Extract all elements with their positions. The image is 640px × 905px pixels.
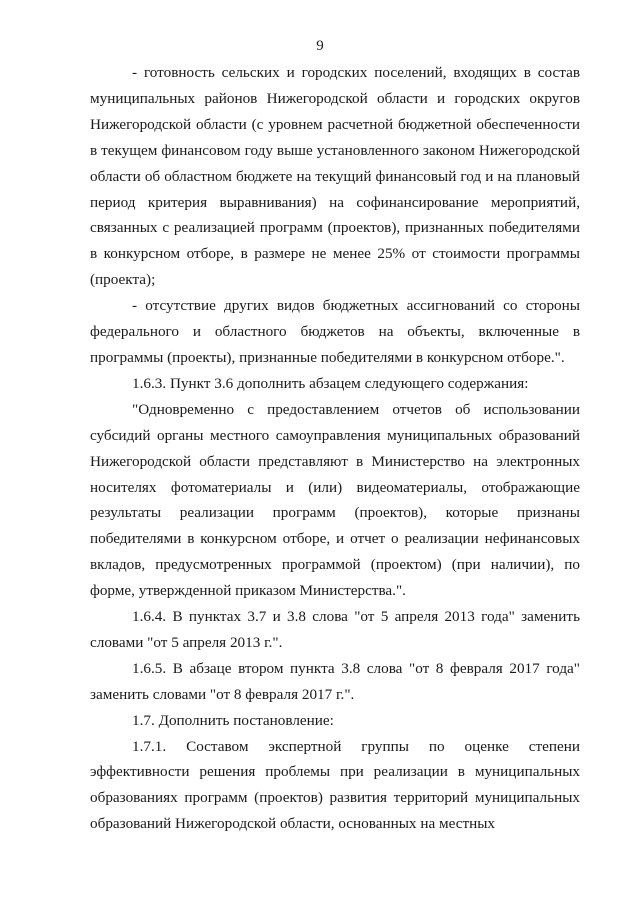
- paragraph-1-7: 1.7. Дополнить постановление:: [132, 711, 334, 729]
- document-body: [90, 60, 580, 837]
- paragraph-1-6-3: 1.6.3. Пункт 3.6 дополнить абзацем следующего содержания:: [132, 374, 529, 392]
- paragraph-1-7-1: 1.7.1. Составом экспертной группы по оценке степени эффективности решения проблемы при реализации в муниципальных образованиях программ (проектов) развития территорий муниципальных образований Нижегородской области, основанных на местных: [90, 737, 580, 833]
- paragraph-quoted-reporting: "Одновременно с предоставлением отчетов об использовании субсидий органы местного самоуправления муниципальных образований Нижегородской области представляют в Министерство на электронных носителях фотоматериалы и (или) видеоматериалы, отображающие результаты реализации программ (проектов), которые признаны победителями в конкурсном отборе, и отчет о реализации нефинансовых вкладов, предусмотренных программой (проектом) (при наличии), по форме, утвержденной приказом Министерства.".: [90, 400, 580, 600]
- page-number: 9: [316, 38, 324, 54]
- paragraph-1-6-4: 1.6.4. В пунктах 3.7 и 3.8 слова "от 5 апреля 2013 года" заменить словами "от 5 апреля 2013 г.".: [90, 608, 580, 651]
- paragraph-no-other-allocations: - отсутствие других видов бюджетных ассигнований со стороны федерального и областного бюджетов на объекты, включенные в программы (проекты), признанные победителями в конкурсном отборе.".: [90, 297, 580, 366]
- paragraph-1-6-5: 1.6.5. В абзаце втором пункта 3.8 слова "от 8 февраля 2017 года" заменить словами "от 8 февраля 2017 г.".: [90, 659, 580, 703]
- paragraph-readiness-condition: - готовность сельских и городских поселений, входящих в состав муниципальных районов Нижегородской области и городских округов Нижегородской области (с уровнем расчетной бюджетной обеспеченности в текущем финансовом году выше установленного законом Нижегородской области об областном бюджете на текущий финансовый год и на плановый период критерия выравнивания) на софинансирование мероприятий, связанных с реализацией программ (проектов), признанных победителями в конкурсном отборе, в размере не менее 25% от стоимости программы (проекта);: [90, 64, 580, 289]
